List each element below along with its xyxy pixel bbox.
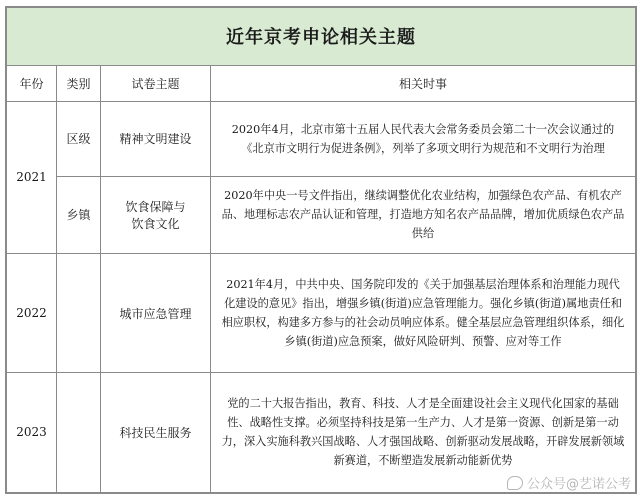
topic-cell: 精神文明建设 bbox=[101, 101, 211, 176]
topics-table-container bbox=[5, 6, 637, 494]
category-cell bbox=[57, 254, 101, 373]
topic-cell: 城市应急管理 bbox=[101, 254, 211, 373]
table-row bbox=[7, 254, 636, 373]
header-topic: 试卷主题 bbox=[101, 65, 211, 101]
category-cell: 乡镇 bbox=[57, 176, 101, 253]
header-year: 年份 bbox=[7, 65, 57, 101]
table-row bbox=[7, 176, 636, 253]
year-cell: 2023 bbox=[7, 372, 57, 492]
table-row bbox=[7, 372, 636, 492]
topics-table bbox=[6, 7, 636, 493]
table-title: 近年京考申论相关主题 bbox=[7, 8, 636, 66]
category-cell bbox=[57, 372, 101, 492]
year-cell: 2022 bbox=[7, 254, 57, 373]
year-cell: 2021 bbox=[7, 101, 57, 254]
topic-line: 饮食保障与 bbox=[125, 199, 186, 214]
header-row bbox=[7, 65, 636, 101]
events-cell: 党的二十大报告指出，教育、科技、人才是全面建设社会主义现代化国家的基础性、战略性支撑。必须坚持科技是第一生产力、人才是第一资源、创新是第一动力，深入实施科教兴国战略、人才强国战略、创新驱动发展战略，开辟发展新领域新赛道，不断塑造发展新动能新优势 bbox=[211, 372, 636, 492]
table-row bbox=[7, 101, 636, 176]
topic-line: 饮食文化 bbox=[131, 216, 180, 231]
events-cell: 2021年4月，中共中央、国务院印发的《关于加强基层治理体系和治理能力现代化建设的意见》指出，增强乡镇(街道)应急管理能力。强化乡镇(街道)属地责任和相应职权，构建多方参与的社会动员响应体系。健全基层应急管理组织体系，细化乡镇(街道)应急预案，做好风险研判、预警、应对等工作 bbox=[211, 254, 636, 373]
topic-cell bbox=[101, 176, 211, 253]
events-cell: 2020年中央一号文件指出，继续调整优化农业结构，加强绿色农产品、有机农产品、地理标志农产品认证和管理，打造地方知名农产品品牌，增加优质绿色农产品供给 bbox=[211, 176, 636, 253]
events-cell: 2020年4月，北京市第十五届人民代表大会常务委员会第二十一次会议通过的《北京市文明行为促进条例》，列举了多项文明行为规范和不文明行为治理 bbox=[211, 101, 636, 176]
header-events: 相关时事 bbox=[211, 65, 636, 101]
header-category: 类别 bbox=[57, 65, 101, 101]
watermark-text: 公众号@艺诺公考 bbox=[526, 477, 631, 492]
topic-cell: 科技民生服务 bbox=[101, 372, 211, 492]
category-cell: 区级 bbox=[57, 101, 101, 176]
